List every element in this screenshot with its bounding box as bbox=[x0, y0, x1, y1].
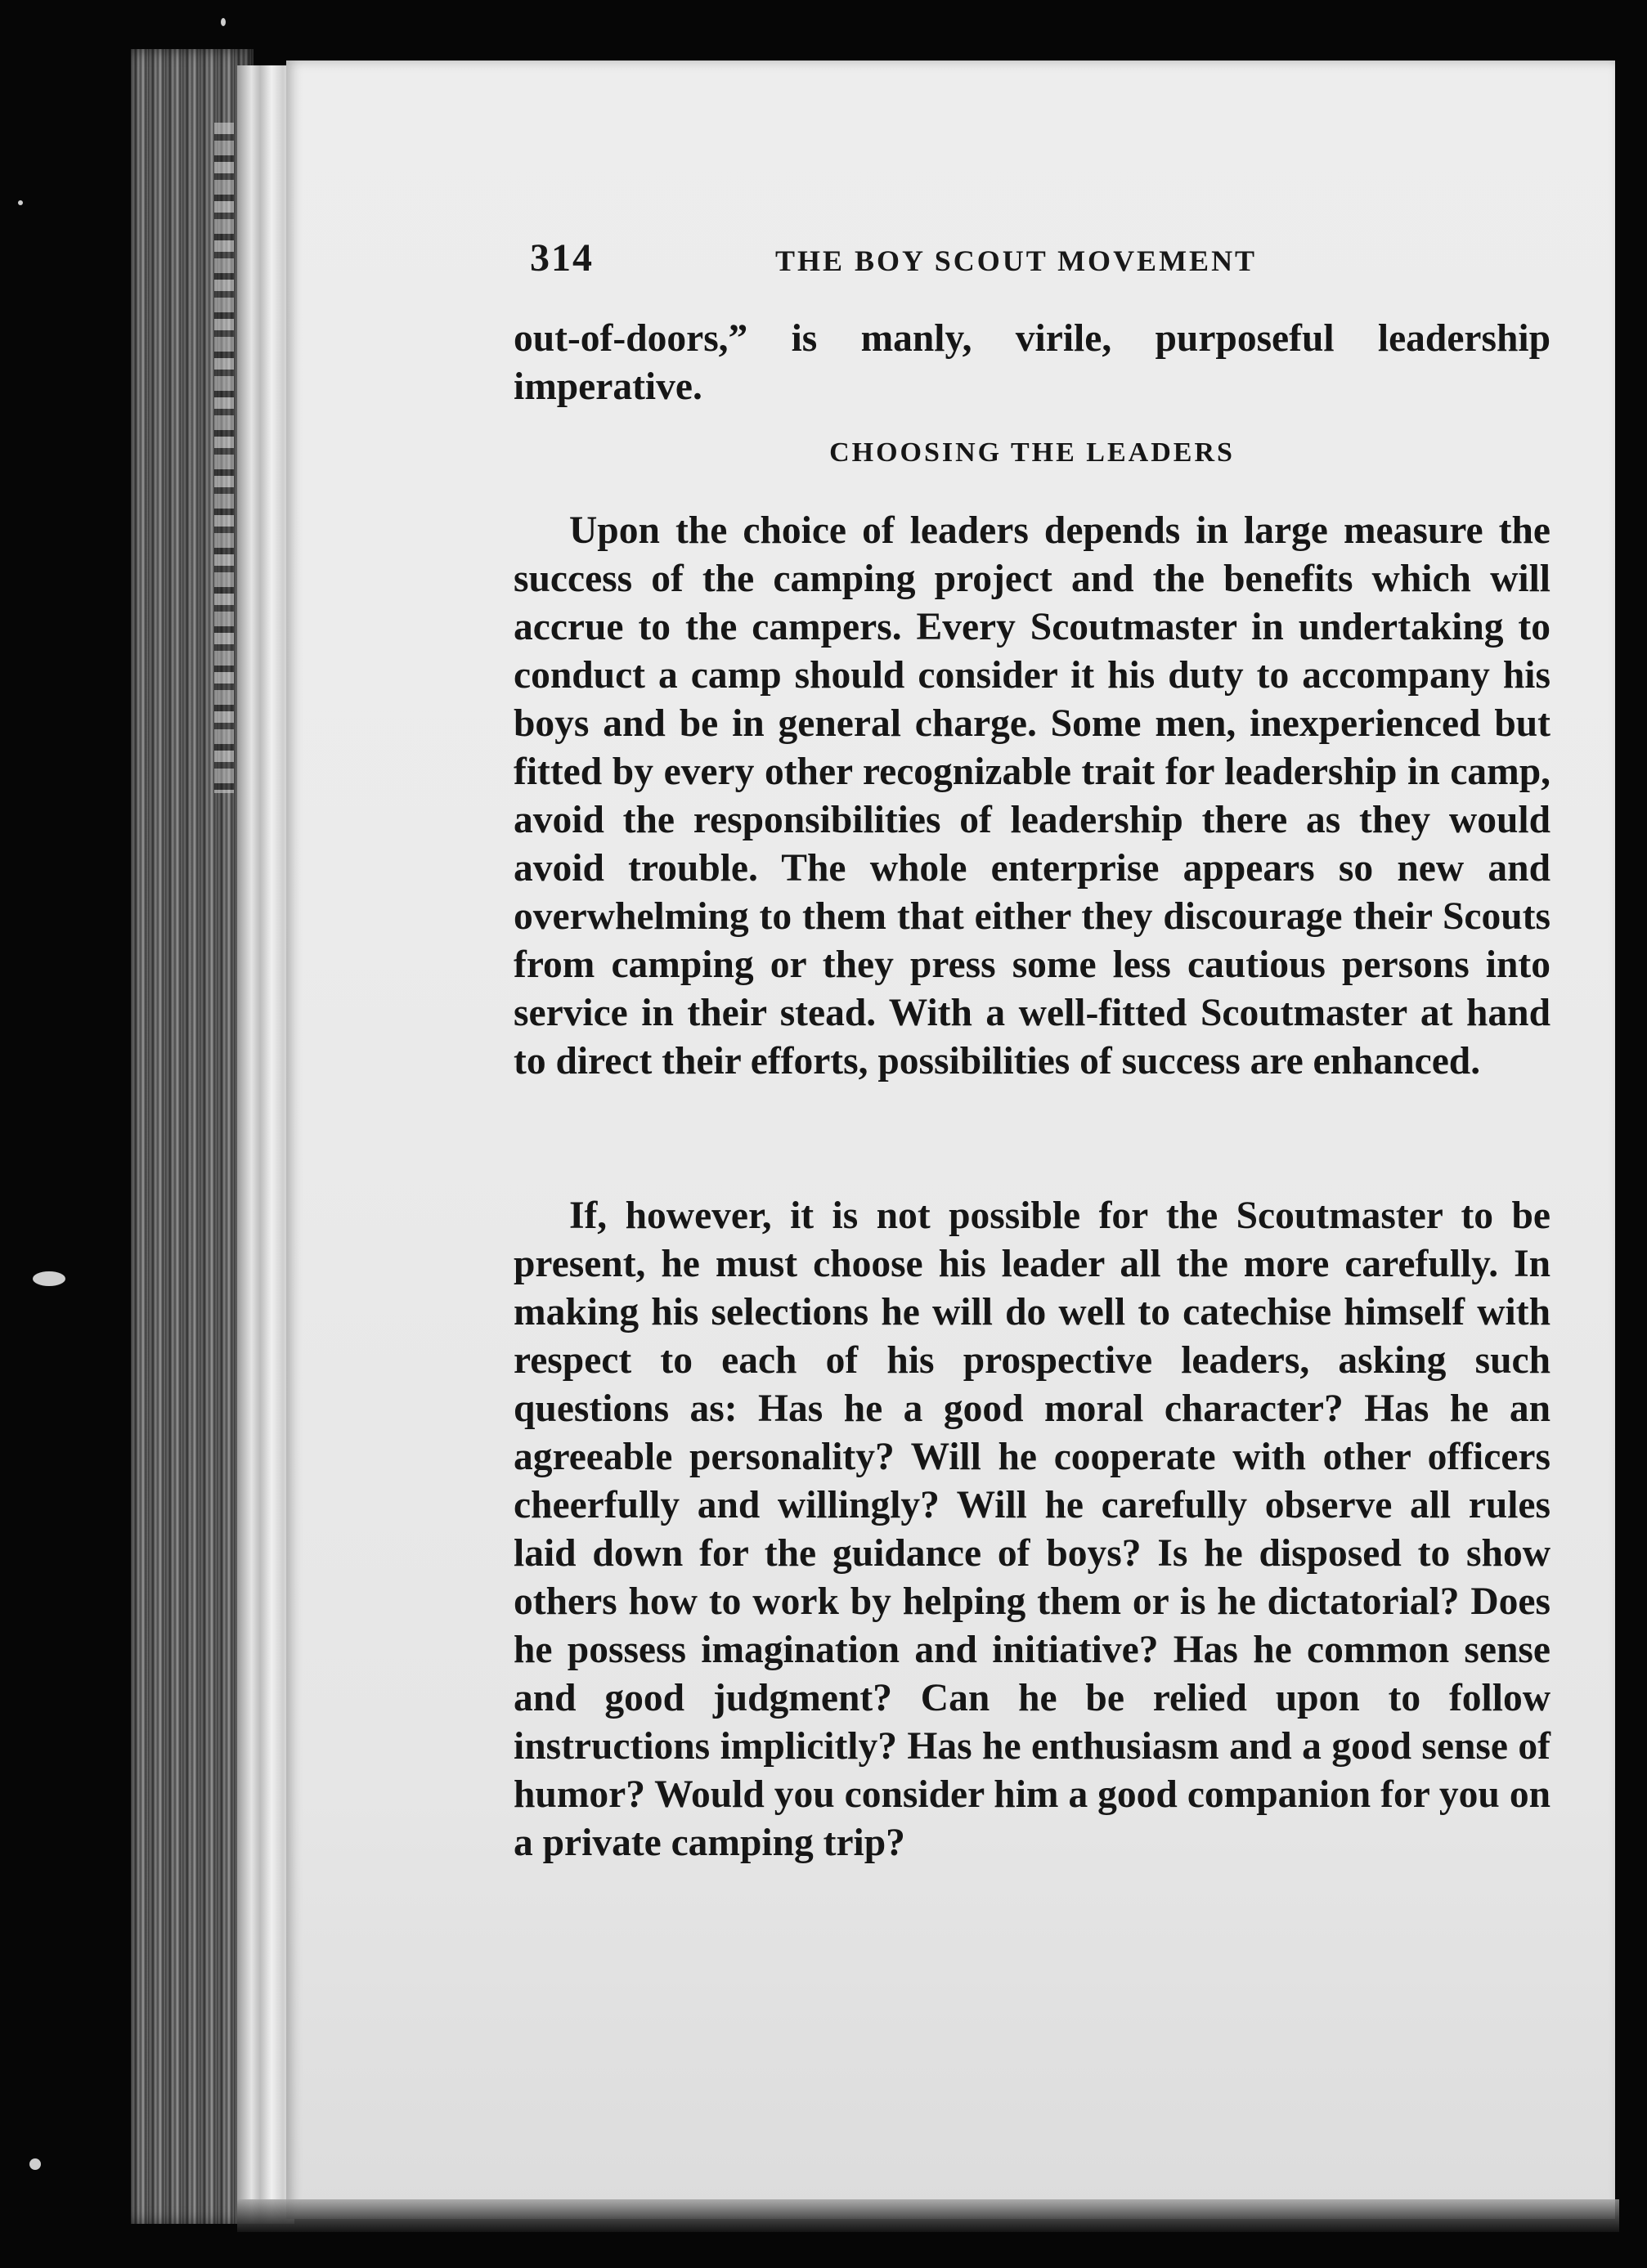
book-spine bbox=[131, 49, 254, 2224]
film-speck bbox=[18, 200, 23, 205]
running-title: THE BOY SCOUT MOVEMENT bbox=[775, 244, 1258, 277]
spine-lettering bbox=[214, 123, 234, 793]
film-speck bbox=[221, 18, 226, 26]
page-bottom-shadow bbox=[237, 2199, 1619, 2232]
section-heading: CHOOSING THE LEADERS bbox=[829, 437, 1235, 468]
film-speck bbox=[33, 1271, 65, 1286]
continued-paragraph: out-of-doors,” is manly, virile, purposeful leadership imperative. bbox=[514, 317, 1551, 408]
body-paragraph: Upon the choice of leaders depends in large measure the success of the camping project and the benefits which will accrue to the campers. Every Scoutmaster in undertaking to conduct a camp should consider it his duty to accompany his boys and be in general charge. Some men, inexperienced but fitted by every other recognizable trait for leadership in camp, avoid the responsibilities of leadership there as they would avoid trouble. The whole enterprise appears so new and overwhelming to them that either they discourage their Scouts from camping or they press some less cautious persons into service in their stead. With a well-fitted Scoutmaster at hand to direct their efforts, possibilities of success are enhanced. bbox=[514, 509, 1551, 1082]
body-paragraph: If, however, it is not possible for the Scoutmaster to be present, he must choose his leader all the more carefully. In making his selections he will do well to catechise himself with respect to each of his prospective leaders, asking such questions as: Has he a good moral character? Has he an agreeable personality? Will he cooperate with other officers cheerfully and willingly? Will he carefully observe all rules laid down for the guidance of boys? Is he disposed to show others how to work by helping them or is he dictatorial? Does he possess imagination and initiative? Has he common sense and good judgment? Can he be relied upon to follow instructions implicitly? Has he enthusiasm and a good sense of humor? Would you consider him a good companion for you on a private camping trip? bbox=[514, 1195, 1551, 1864]
running-head bbox=[530, 235, 1315, 285]
film-speck bbox=[29, 2158, 41, 2170]
page-number: 314 bbox=[530, 236, 594, 280]
